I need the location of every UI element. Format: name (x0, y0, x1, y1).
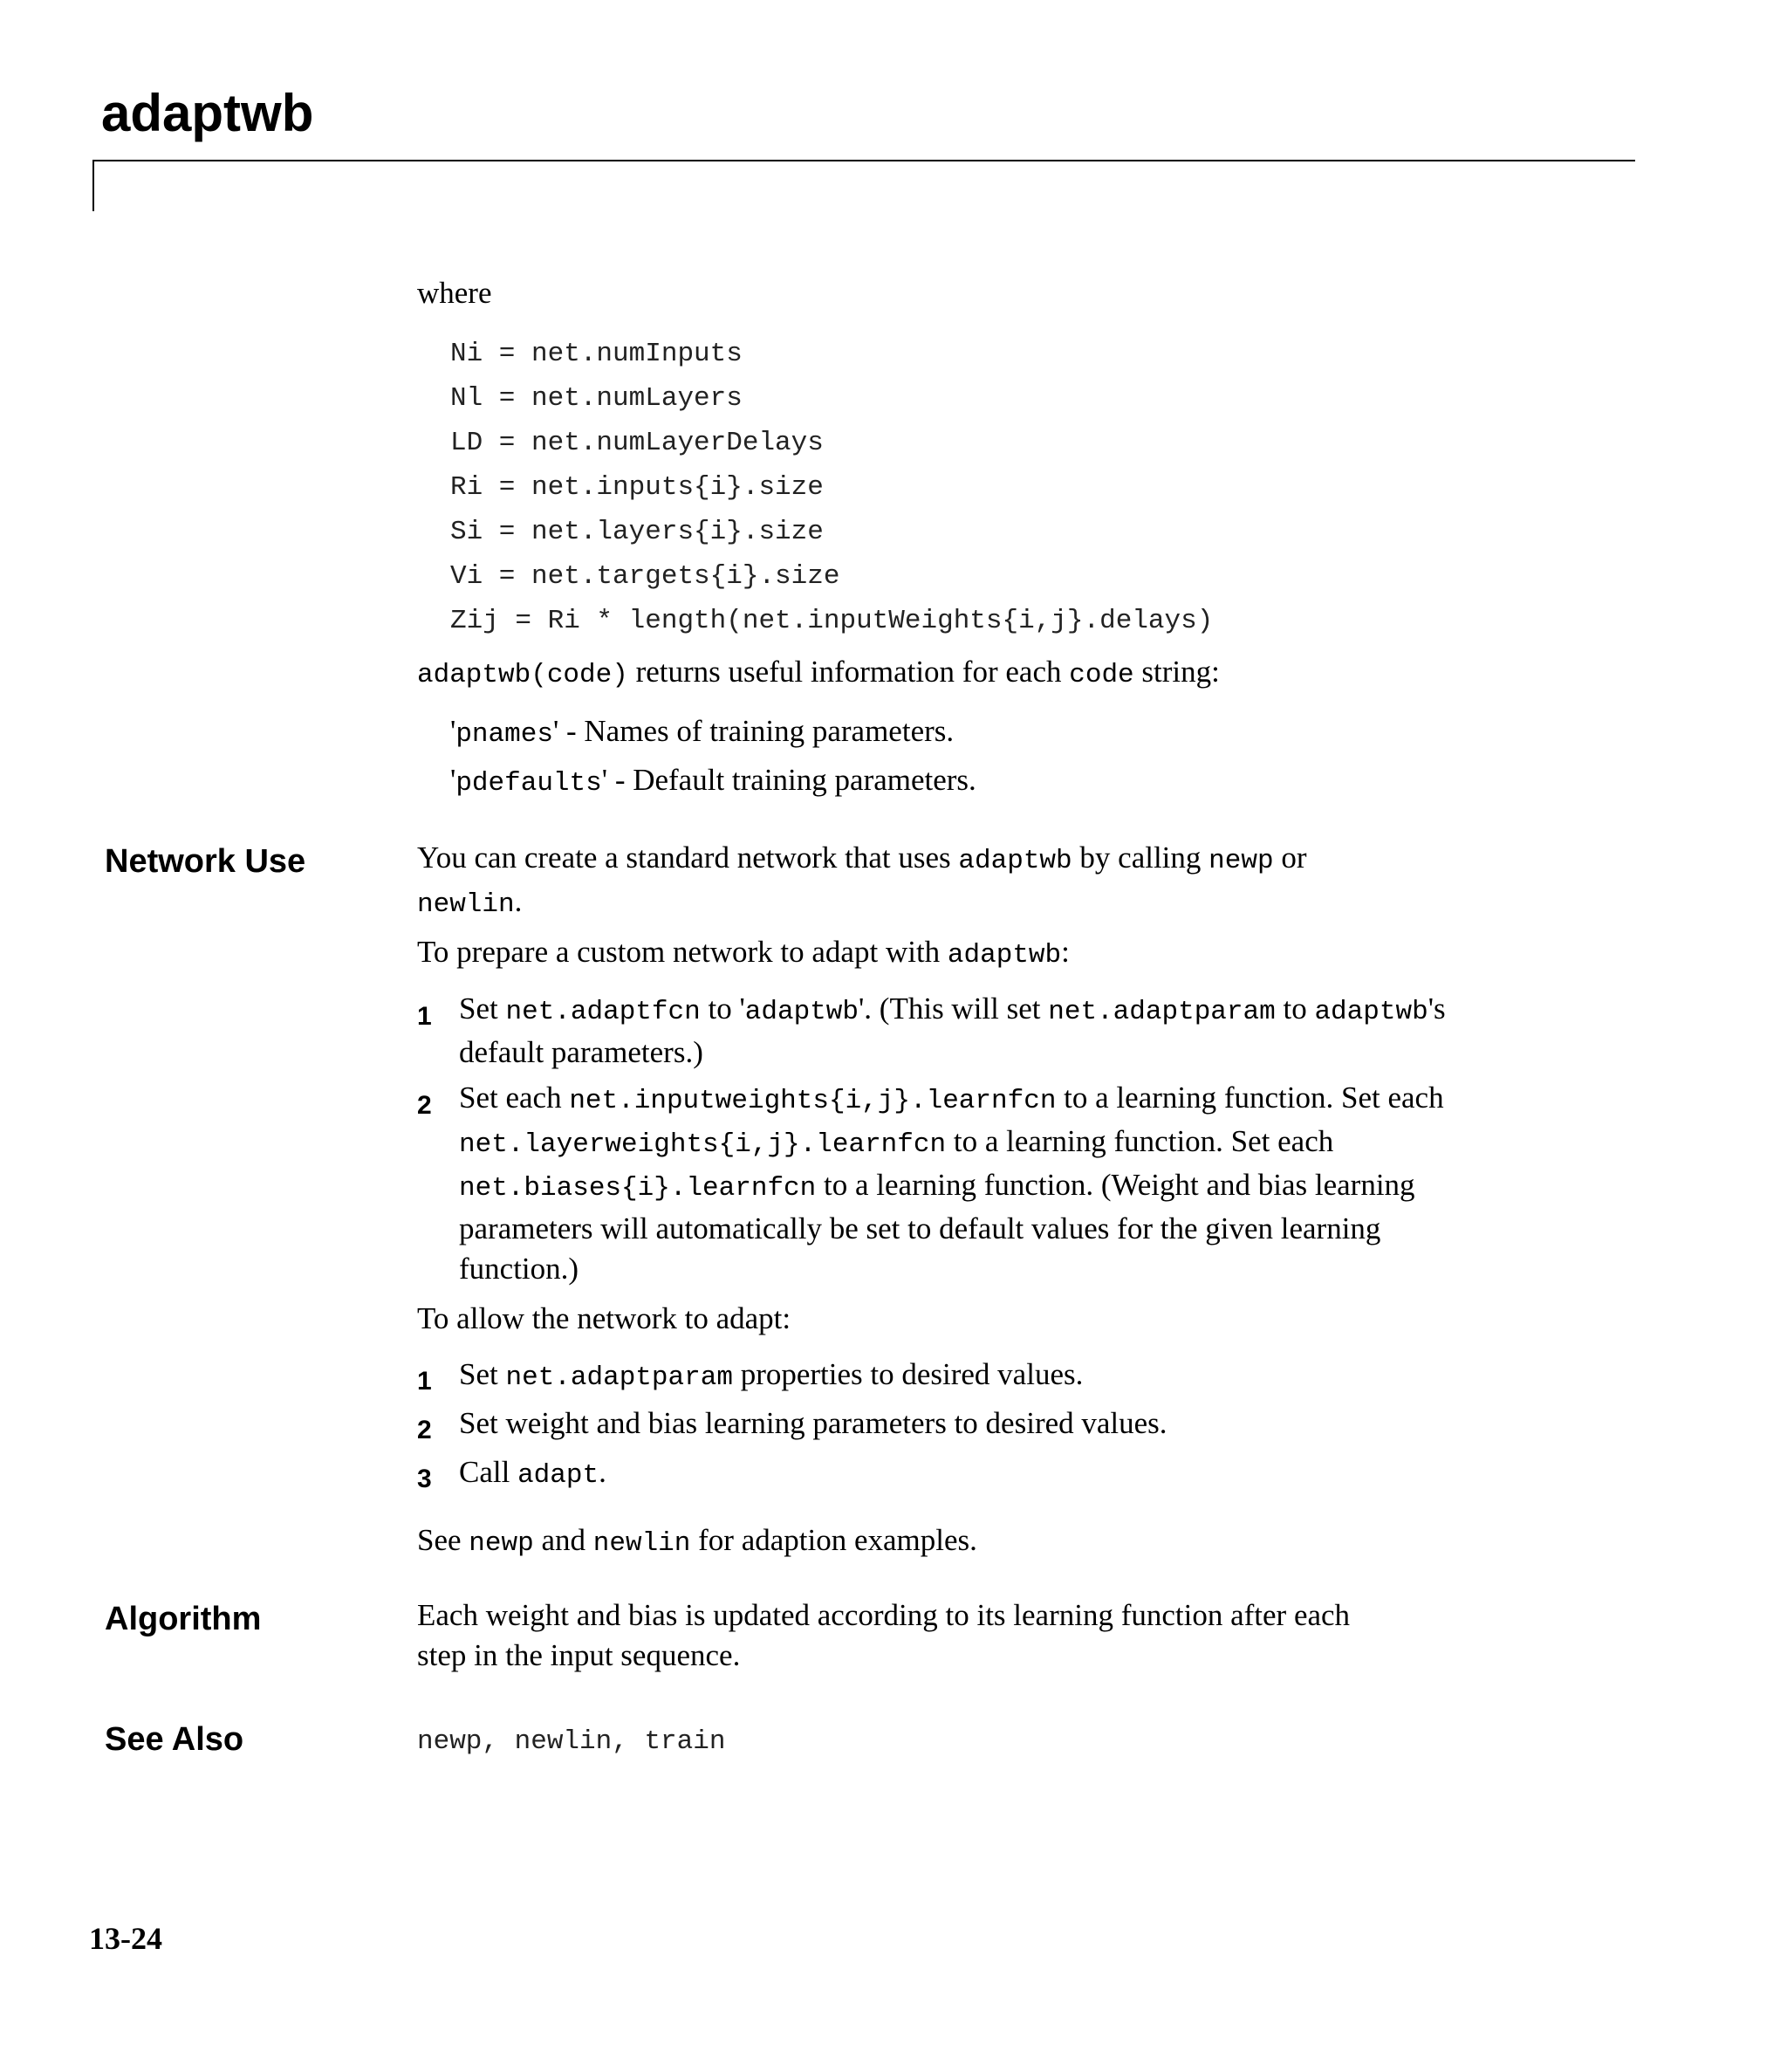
algorithm-paragraph: Each weight and bias is updated according to its learning function after each step in the input sequence. (417, 1598, 1351, 1672)
header-rule-vertical (92, 160, 94, 211)
inline-code: net.biases{i}.learnfcn (459, 1173, 817, 1204)
definition-line: Nl = net.numLayers (450, 383, 743, 414)
definition-line: Zij = Ri * length(net.inputWeights{i,j}.delays) (450, 606, 1214, 636)
inline-code: net.adaptfcn (505, 997, 701, 1027)
section-heading-algorithm: Algorithm (105, 1601, 262, 1637)
see-also-list: newp, newlin, train (417, 1726, 726, 1757)
see-examples-paragraph: See newp and newlin for adaption examples. (417, 1523, 977, 1559)
header-rule-horizontal (92, 160, 1635, 161)
inline-code: adapt (517, 1460, 599, 1491)
page-title: adaptwb (101, 84, 314, 142)
network-use-paragraph: You can create a standard network that uses adaptwb by calling newp or newlin. (417, 840, 1307, 920)
code-info-sentence: adaptwb(code) returns useful information for each code string: (417, 655, 1220, 690)
step-number: 2 (417, 1091, 432, 1120)
step-number: 2 (417, 1416, 432, 1444)
inline-code: pdefaults (455, 768, 602, 799)
prepare-paragraph: To prepare a custom network to adapt with adaptwb: (417, 935, 1070, 971)
inline-code: adaptwb (1314, 997, 1428, 1027)
inline-code: net.inputweights{i,j}.learnfcn (569, 1086, 1057, 1116)
page-number: 13-24 (89, 1921, 162, 1956)
code-item-pnames: 'pnames' - Names of training parameters. (450, 714, 955, 750)
allow-adapt-paragraph: To allow the network to adapt: (417, 1301, 791, 1335)
inline-code: adaptwb(code) (417, 660, 628, 690)
step-number: 1 (417, 1367, 432, 1396)
inline-code: newlin (417, 889, 515, 920)
inline-code: adaptwb (947, 940, 1062, 971)
prepare-step-1: Set net.adaptfcn to 'adaptwb'. (This will set net.adaptparam to adaptwb's default parameters.) (459, 991, 1446, 1069)
step-number: 1 (417, 1002, 432, 1031)
definition-line: Ni = net.numInputs (450, 339, 743, 369)
adapt-step-3: Call adapt. (459, 1455, 606, 1491)
section-heading-see-also: See Also (105, 1721, 244, 1758)
inline-code: newp (1208, 846, 1274, 876)
definition-line: Si = net.layers{i}.size (450, 517, 824, 547)
adapt-step-2: Set weight and bias learning parameters to desired values. (459, 1406, 1167, 1440)
where-label: where (417, 276, 492, 310)
prepare-step-2: Set each net.inputweights{i,j}.learnfcn to a learning function. Set each net.layerweights{i,j}.learnfcn to a learning function. Set each net.biases{i}.learnfcn to a learning function. (Weight and bias learning parameters will automatically be set to default values for the given learning function.) (459, 1081, 1444, 1286)
inline-code: net.adaptparam (505, 1362, 733, 1393)
step-number: 3 (417, 1465, 432, 1493)
adapt-step-1: Set net.adaptparam properties to desired values. (459, 1357, 1084, 1393)
inline-code: newp (469, 1528, 534, 1559)
inline-code: adaptwb (744, 997, 859, 1027)
inline-code: net.adaptparam (1048, 997, 1276, 1027)
code-item-pdefaults: 'pdefaults' - Default training parameters. (450, 763, 976, 799)
definition-line: LD = net.numLayerDelays (450, 428, 824, 458)
inline-code: pnames (455, 719, 553, 750)
inline-code: adaptwb (958, 846, 1072, 876)
inline-code: newlin (592, 1528, 691, 1559)
inline-code: net.layerweights{i,j}.learnfcn (459, 1129, 947, 1160)
section-heading-network-use: Network Use (105, 843, 306, 880)
definition-line: Vi = net.targets{i}.size (450, 561, 840, 592)
definition-line: Ri = net.inputs{i}.size (450, 472, 824, 503)
inline-code: code (1069, 660, 1134, 690)
